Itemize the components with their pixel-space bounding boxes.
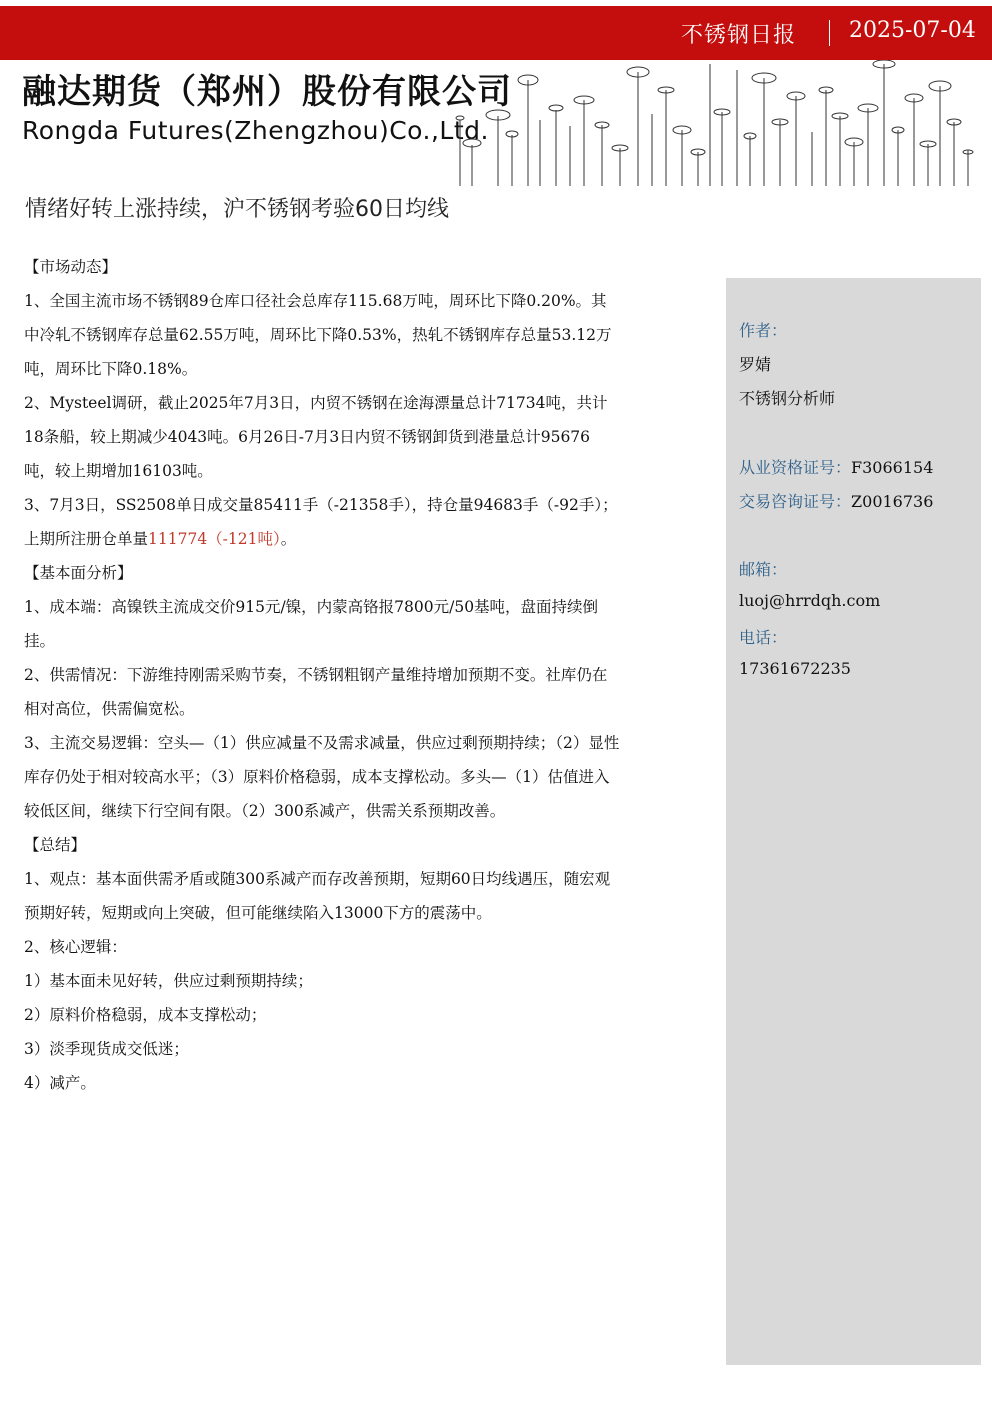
section-title-market: 【市场动态】 bbox=[24, 258, 118, 276]
consult-label: 交易咨询证号： bbox=[739, 492, 852, 511]
header-bar bbox=[0, 6, 992, 60]
summary-item: 3）淡季现货成交低迷； bbox=[24, 1040, 189, 1058]
header-divider bbox=[829, 20, 830, 46]
report-body bbox=[24, 250, 620, 1100]
summary-item: 1、观点：基本面供需矛盾或随300系减产而存改善预期，短期60日均线遇压，随宏观预期好转，短期或向上突破，但可能继续陷入13000下方的震荡中。 bbox=[24, 870, 611, 922]
email-address[interactable]: luoj@hrrdqh.com bbox=[739, 591, 881, 610]
fundamental-item: 2、供需情况：下游维持刚需采购节奏，不锈钢粗钢产量维持增加预期不变。社库仍在相对高位，供需偏宽松。 bbox=[24, 666, 608, 718]
section-title-summary: 【总结】 bbox=[24, 836, 87, 854]
market-item: 1、全国主流市场不锈钢89仓库口径社会总库存115.68万吨，周环比下降0.20%。其中冷轧不锈钢库存总量62.55万吨，周环比下降0.53%，热轧不锈钢库存总量53.12万吨，周环比下降0.18%。 bbox=[24, 292, 612, 378]
license-number: F3066154 bbox=[851, 458, 934, 477]
summary-item: 2、核心逻辑： bbox=[24, 938, 127, 956]
summary-item: 1）基本面未见好转，供应过剩预期持续； bbox=[24, 972, 313, 990]
summary-item: 4）减产。 bbox=[24, 1074, 96, 1092]
market-item bbox=[24, 488, 620, 556]
summary-item: 2）原料价格稳弱，成本支撑松动； bbox=[24, 1006, 267, 1024]
license-label: 从业资格证号： bbox=[739, 458, 852, 477]
market-item-text-end: 。 bbox=[280, 530, 297, 548]
fundamental-item: 3、主流交易逻辑：空头—（1）供应减量不及需求减量，供应过剩预期持续；（2）显性库存仍处于相对较高水平；（3）原料价格稳弱，成本支撑松动。多头—（1）估值进入较低区间，继续下行空间有限。（2）300系减产，供需关系预期改善。 bbox=[24, 734, 620, 820]
author-sidebar bbox=[726, 278, 981, 1365]
market-item: 2、Mysteel调研，截止2025年7月3日，内贸不锈钢在途海漂量总计71734吨，共计18条船，较上期减少4043吨。6月26日-7月3日内贸不锈钢卸货到港量总计95676吨，较上期增加16103吨。 bbox=[24, 394, 608, 480]
phone-number[interactable]: 17361672235 bbox=[739, 659, 851, 678]
report-name: 不锈钢日报 bbox=[680, 23, 796, 48]
author-label: 作者： bbox=[739, 321, 788, 340]
consult-row bbox=[739, 489, 933, 512]
decorative-lamp-graphic bbox=[452, 60, 982, 186]
company-name-en: Rongda Futures(Zhengzhou)Co.,Ltd. bbox=[22, 116, 489, 145]
company-name-cn: 融达期货（郑州）股份有限公司 bbox=[22, 72, 512, 112]
email-label: 邮箱： bbox=[739, 560, 788, 579]
fundamental-item: 1、成本端：高镍铁主流成交价915元/镍，内蒙高铬报7800元/50基吨，盘面持续倒挂。 bbox=[24, 598, 599, 650]
author-title: 不锈钢分析师 bbox=[739, 389, 836, 408]
phone-label: 电话： bbox=[739, 628, 788, 647]
market-item-text: 3、7月3日，SS2508单日成交量85411手（-21358手），持仓量94683手（-92手）；上期所注册仓单量 bbox=[24, 496, 618, 548]
consult-number: Z0016736 bbox=[851, 492, 934, 511]
warehouse-receipt-highlight: 111774（-121吨） bbox=[148, 530, 281, 548]
author-name: 罗婧 bbox=[739, 355, 772, 374]
license-row bbox=[739, 455, 933, 478]
report-headline: 情绪好转上涨持续，沪不锈钢考验60日均线 bbox=[25, 197, 449, 222]
section-title-fundamental: 【基本面分析】 bbox=[24, 564, 133, 582]
report-date: 2025-07-04 bbox=[849, 18, 976, 43]
